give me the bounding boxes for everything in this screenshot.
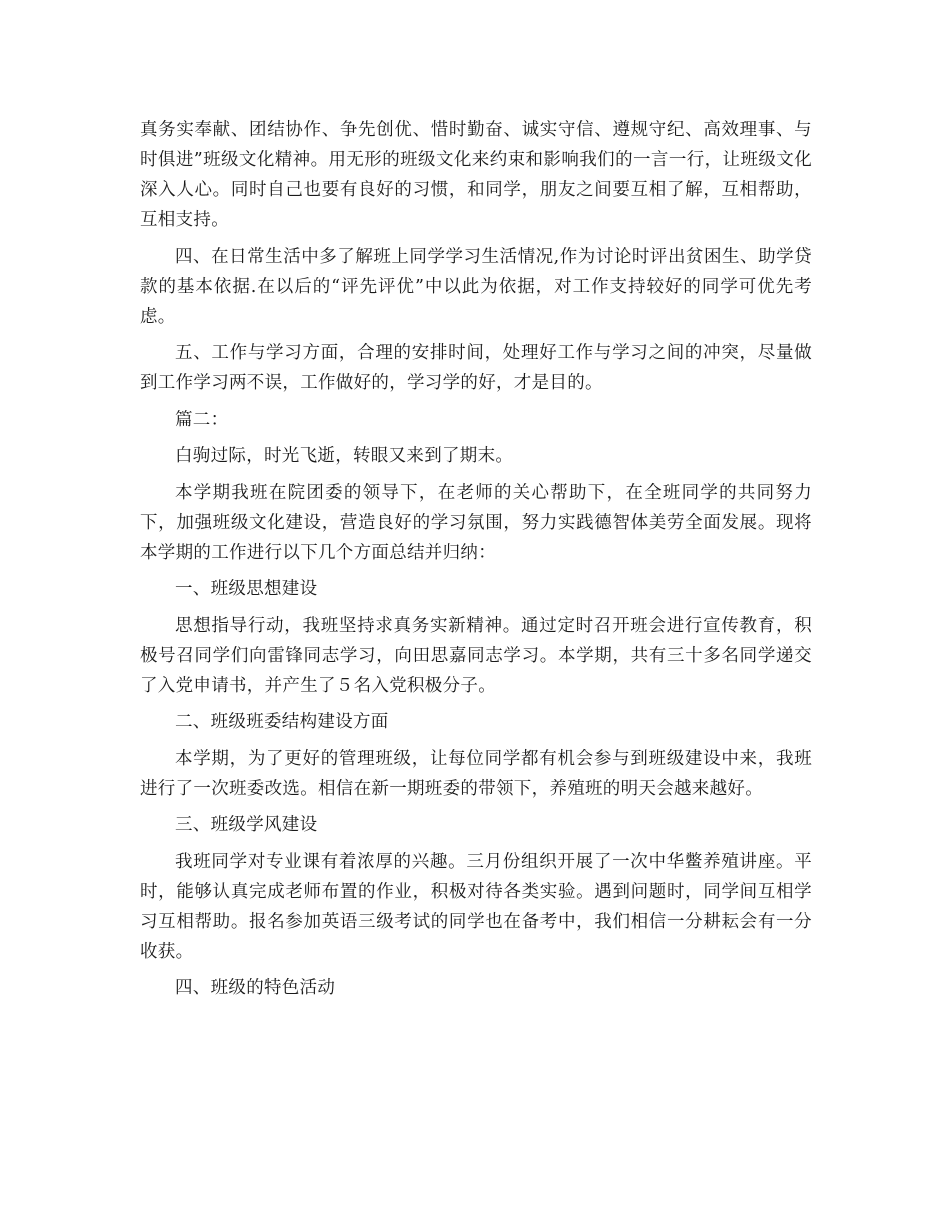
paragraph: 我班同学对专业课有着浓厚的兴趣。三月份组织开展了一次中华鳖养殖讲座。平时，能够认真完成老师布置的作业，积极对待各类实验。遇到问题时，同学间互相学习互相帮助。报名参加英语三级考试的同学也在备考中，我们相信一分耕耘会有一分收获。 [140,851,812,962]
paragraph: 五、工作与学习方面，合理的安排时间，处理好工作与学习之间的冲突，尽量做到工作学习两不误，工作做好的，学习学的好，才是目的。 [140,343,812,393]
paragraph: 本学期，为了更好的管理班级，让每位同学都有机会参与到班级建设中来，我班进行了一次班委改选。相信在新一期班委的带领下，养殖班的明天会越来越好。 [140,748,812,799]
section-heading: 一、班级思想建设 [175,579,318,599]
paragraph: 本学期我班在院团委的领导下，在老师的关心帮助下，在全班同学的共同努力下，加强班级文化建设，营造良好的学习氛围，努力实践德智体美劳全面发展。现将本学期的工作进行以下几个方面总结并归纳： [140,482,812,563]
document-body [140,115,812,1010]
paragraph: 白驹过际，时光飞逝，转眼又来到了期末。 [175,446,514,466]
paragraph: 真务实奉献、团结协作、争先创优、惜时勤奋、诚实守信、遵规守纪、高效理事、与时俱进”班级文化精神。用无形的班级文化来约束和影响我们的一言一行，让班级文化深入人心。同时自己也要有良好的习惯，和同学，朋友之间要互相了解，互相帮助，互相支持。 [140,120,812,230]
section-heading: 篇二： [175,409,229,430]
paragraph: 四、在日常生活中多了解班上同学学习生活情况,作为讨论时评出贫困生、助学贷款的基本依据.在以后的“评先评优”中以此为依据，对工作支持较好的同学可优先考虑。 [140,246,812,327]
section-heading: 二、班级班委结构建设方面 [175,712,389,732]
section-heading: 三、班级学风建设 [175,815,318,835]
paragraph: 思想指导行动，我班坚持求真务实新精神。通过定时召开班会进行宣传教育，积极号召同学们向雷锋同志学习，向田思嘉同志学习。本学期，共有三十多名同学递交了入党申请书，并产生了５名入党积极分子。 [140,615,812,696]
section-heading: 四、班级的特色活动 [175,978,336,998]
